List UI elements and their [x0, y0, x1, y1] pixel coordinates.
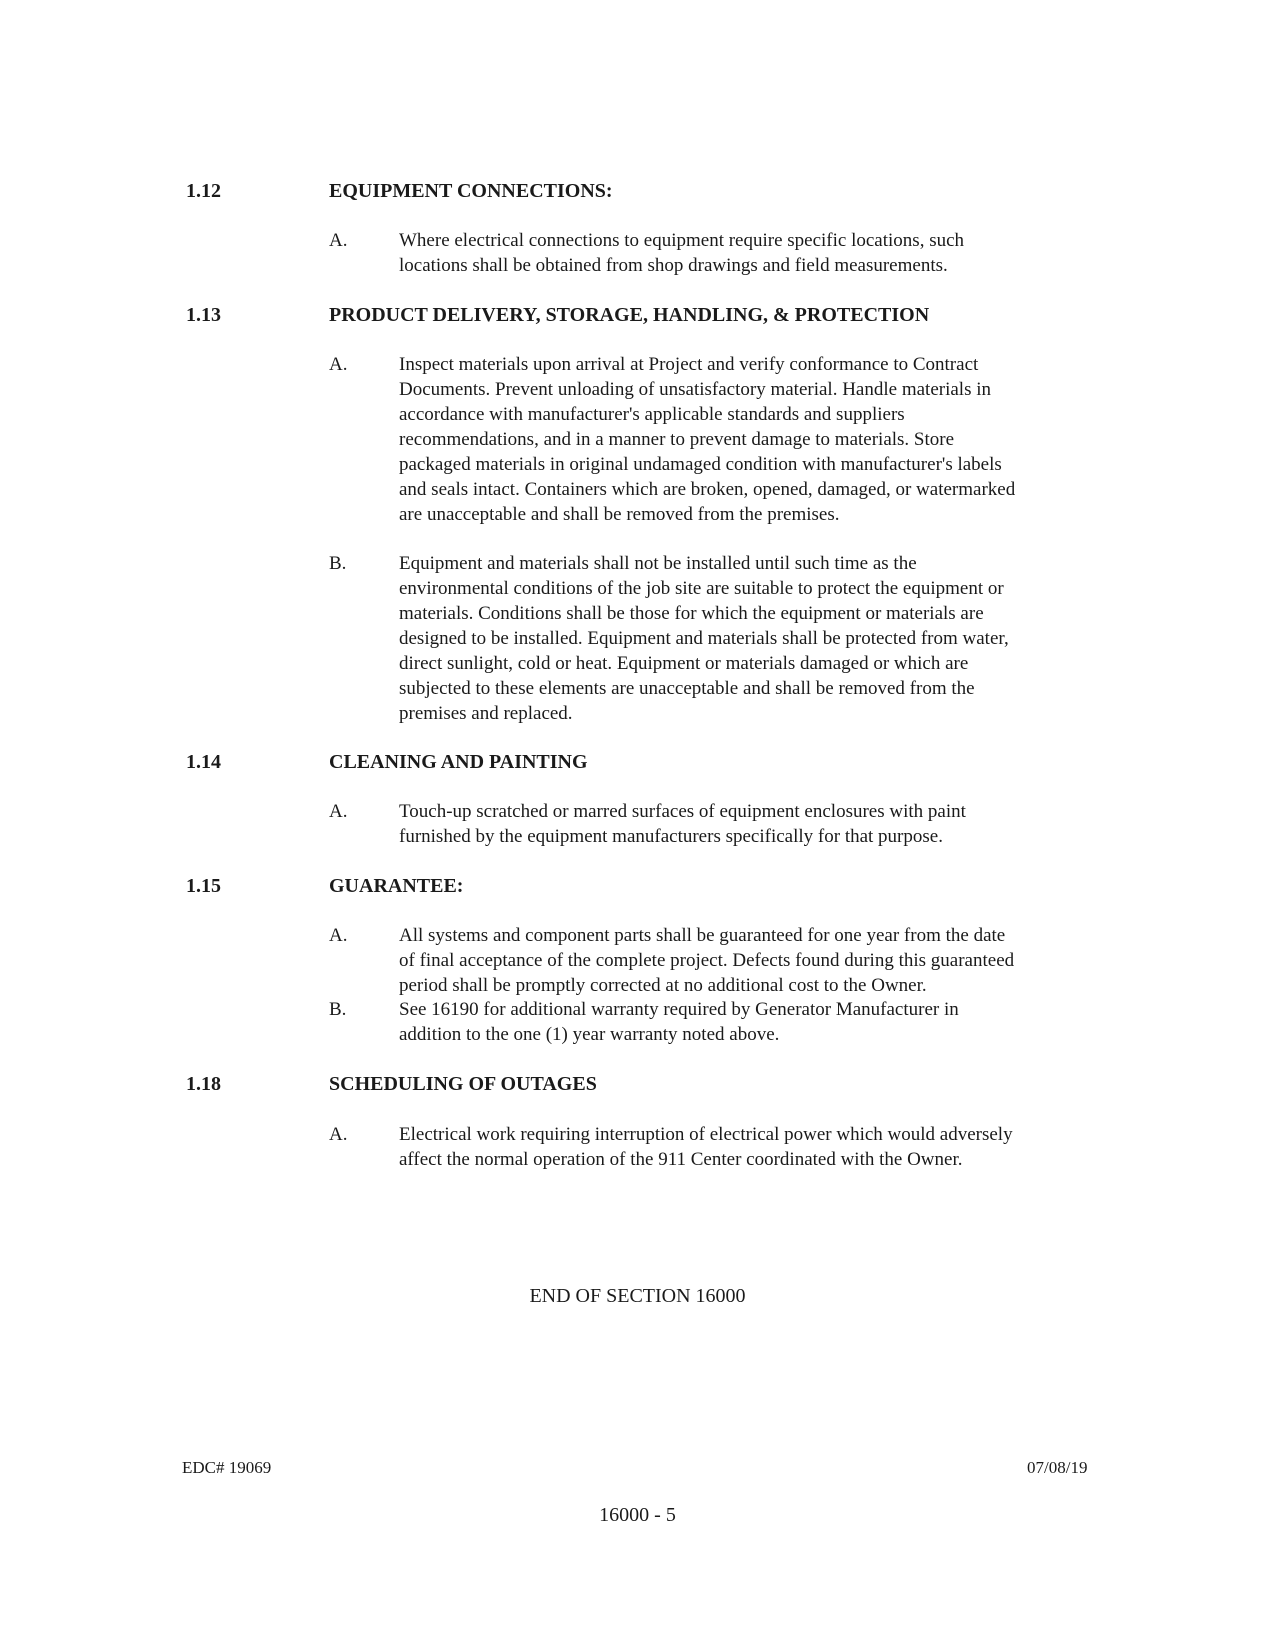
section-number: 1.14: [186, 751, 221, 773]
item-letter: A.: [329, 925, 348, 946]
section-number: 1.15: [186, 875, 221, 897]
item-text: Inspect materials upon arrival at Project and verify conformance to Contract Documents. Prevent unloading of unsatisfactory material. Handle materials in accordance with manufacturer's applicable standards and suppliers recommendations, and in a manner to prevent damage to materials. Store packaged materials in original undamaged condition with manufacturer's labels and seals intact. Containers which are broken, opened, damaged, or watermarked are unacceptable and shall be removed from the premises.: [399, 354, 1016, 525]
section-title: CLEANING AND PAINTING: [329, 751, 588, 773]
footer-project-ref: EDC# 19069: [182, 1458, 272, 1477]
end-of-section-text: END OF SECTION 16000: [529, 1285, 746, 1307]
item-text: Touch-up scratched or marred surfaces of equipment enclosures with paint furnished by the equipment manufacturers specifically for that purpose.: [399, 801, 966, 847]
item-text: See 16190 for additional warranty required by Generator Manufacturer in addition to the one (1) year warranty noted above.: [399, 999, 959, 1045]
item-text: Equipment and materials shall not be installed until such time as the environmental conditions of the job site are suitable to protect the equipment or materials. Conditions shall be those for which the equipment or materials are designed to be installed. Equipment and materials shall be protected from water, direct sunlight, cold or heat. Equipment or materials damaged or which are subjected to these elements are unacceptable and shall be removed from the premises and replaced.: [399, 553, 1009, 724]
item-text: All systems and component parts shall be guaranteed for one year from the date of final acceptance of the complete project. Defects found during this guaranteed period shall be promptly corrected at no additional cost to the Owner.: [399, 925, 1015, 996]
footer-date: 07/08/19: [1027, 1458, 1088, 1477]
section-number: 1.18: [186, 1073, 221, 1095]
section-title: PRODUCT DELIVERY, STORAGE, HANDLING, & PROTECTION: [329, 304, 930, 326]
item-letter: A.: [329, 801, 348, 822]
section-title: SCHEDULING OF OUTAGES: [329, 1073, 597, 1095]
section-number: 1.13: [186, 304, 221, 326]
section-title: EQUIPMENT CONNECTIONS:: [329, 180, 613, 202]
page-number: 16000 - 5: [599, 1504, 676, 1526]
section-number: 1.12: [186, 180, 221, 202]
item-letter: B.: [329, 999, 347, 1020]
item-letter: A.: [329, 1124, 348, 1145]
item-text: Electrical work requiring interruption of electrical power which would adversely affect the normal operation of the 911 Center coordinated with the Owner.: [399, 1124, 1013, 1170]
item-letter: A.: [329, 354, 348, 375]
item-letter: A.: [329, 230, 348, 251]
item-letter: B.: [329, 553, 347, 574]
item-text: Where electrical connections to equipment require specific locations, such locations shall be obtained from shop drawings and field measurements.: [399, 230, 965, 276]
section-title: GUARANTEE:: [329, 875, 464, 897]
